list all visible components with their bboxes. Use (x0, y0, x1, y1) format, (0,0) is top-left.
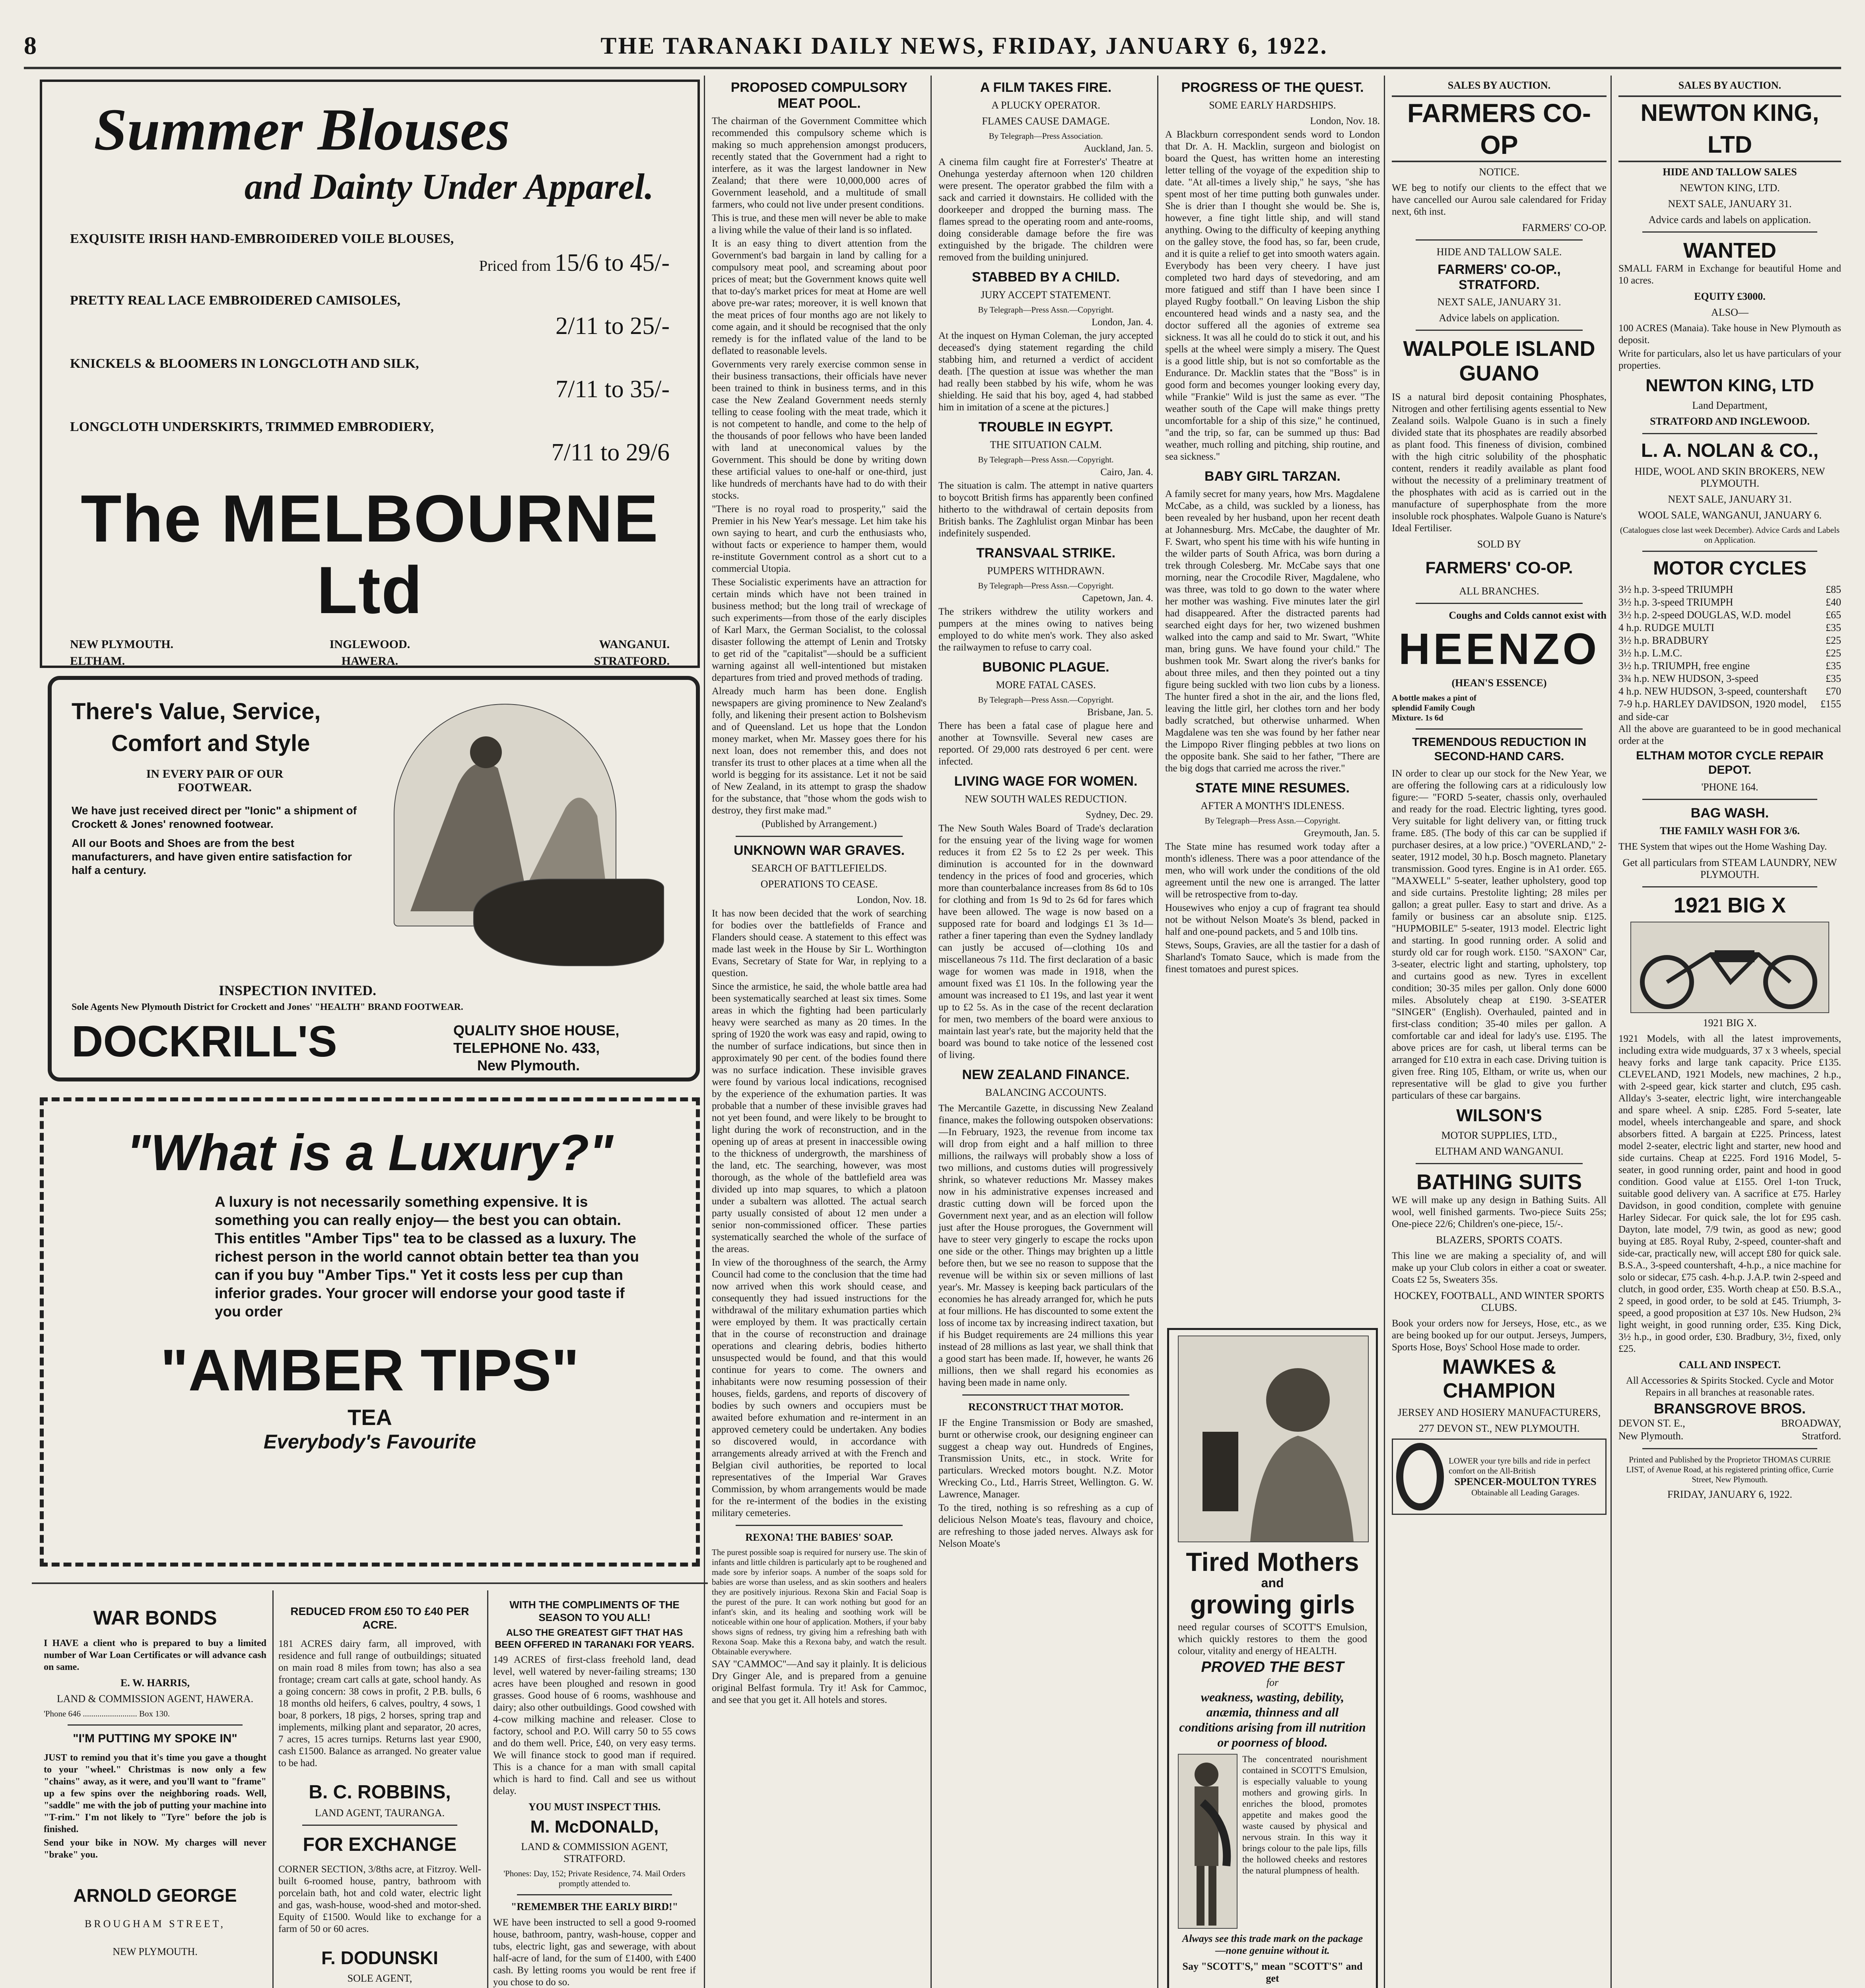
motorcycle-name: 3½ h.p. L.M.C. (1618, 647, 1682, 659)
call-inspect: CALL AND INSPECT. (1679, 1359, 1781, 1371)
tarzan-title: BABY GIRL TARZAN. (1204, 469, 1340, 484)
scott-proved: PROVED THE BEST (1201, 1659, 1344, 1675)
newton-name2: NEWTON KING, LTD. (1680, 182, 1780, 194)
farmers-hide: HIDE AND TALLOW SALE. (1436, 246, 1562, 258)
tyre-brand: SPENCER-MOULTON TYRES (1454, 1475, 1597, 1487)
mcdonald-gift: ALSO THE GREATEST GIFT THAT HAS BEEN OFFERED IN TARANAKI FOR YEARS. (495, 1627, 694, 1650)
finance-body: The Mercantile Gazette, in discussing New Zealand finance, makes the following outspoken observations:—In February, 1923, the revenue from income tax will drop from eight and a half million to three millions, the railways will probably show a loss of two millions, and customs duties will progressively shrink, so whatever reductions Mr. Massey makes now in his administrative expenses increased and drastic cutting down will be forced upon the Government next year, and as an election will follow just after the House prorogues, the Government will have to steer very gingerly to escape the rocks upon one side or the other. Things may brighten up a little before then, but we see no reason to suppose that the revenue will be within six or seven millions of last year's. Mr. Massey is keeping back particulars of the economies he has already arranged for, which he puts at four millions. He has discounted to some extent the loss of income tax by increasing indirect taxation, but if his Budget requirements are 24 millions this year instead of 28 millions as last year, we shall think that a good start has been made. If, however, he wants 26 millions, then we shall regard his economies as having been made in name only. (938, 1103, 1153, 1388)
blouses-item3: KNICKELS & BLOOMERS IN LONGCLOTH AND SILK, (70, 356, 419, 371)
motorcycle-row (1618, 660, 1841, 672)
mcdonald-remember: "REMEMBER THE EARLY BIRD!" (511, 1901, 678, 1912)
cycles-above: All the above are guaranteed to be in good mechanical order at the (1618, 724, 1841, 746)
divider (1384, 76, 1385, 1988)
blazers-title: BLAZERS, SPORTS COATS. (1436, 1234, 1562, 1246)
egypt-date: Cairo, Jan. 4. (1100, 467, 1153, 478)
scott-headline1: Tired Mothers (1186, 1547, 1359, 1576)
motorcycle-price: £70 (1826, 685, 1841, 697)
farmers-notice: NOTICE. (1479, 166, 1519, 178)
dodunski-name: F. DODUNSKI (321, 1947, 438, 1968)
stab-by: By Telegraph—Press Assn.—Copyright. (978, 305, 1114, 315)
blouses-price3: 7/11 to 35/- (555, 376, 670, 403)
dockrill-title2: Comfort and Style (111, 730, 310, 756)
arnold-george: ARNOLD GEORGE (73, 1885, 237, 1906)
farmers-sign: FARMERS' CO-OP. (1522, 222, 1607, 233)
guano-sold: SOLD BY (1477, 538, 1521, 550)
finance-sub: BALANCING ACCOUNTS. (985, 1087, 1107, 1098)
blouses-title: Summer Blouses (94, 97, 510, 163)
motor-title: RECONSTRUCT THAT MOTOR. (968, 1401, 1123, 1413)
stab-body: At the inquest on Hyman Coleman, the jury accepted deceased's dying statement regarding the child stabbing him, and returned a verdict of accident death. [The question at issue was whether the man had really been stabbed by his wife, whom he was shielding. He said that his boy, aged 4, had stabbed him in imitation of a scene at the pictures.] (938, 330, 1153, 413)
town: STRATFORD. (594, 654, 670, 668)
stews-body: Stews, Soups, Gravies, are all the tastier for a dash of Sharland's Tomato Sauce, which is made from the finest tomatoes and purest spices. (1165, 940, 1380, 975)
meat-pool-body (712, 115, 927, 817)
motorcycles-title: MOTOR CYCLES (1653, 558, 1807, 579)
warbonds-body: I HAVE a client who is prepared to buy a limited number of War Loan Certificates or will advance cash on same. (44, 1638, 266, 1672)
meat-pool-column (712, 80, 927, 1988)
mine-body: The State mine has resumed work today after a month's idleness. There was a poor attendance of the men, who will work under the conditions of the old agreement until the new one is arranged. The latter will be retrospective from to-day. (1165, 841, 1380, 900)
farmers-advice: Advice labels on application. (1439, 312, 1560, 324)
motorcycle-row (1618, 609, 1841, 621)
nolan-name: L. A. NOLAN & CO., (1641, 440, 1819, 461)
town: INGLEWOOD. (329, 638, 410, 651)
farmers-body: WE beg to notify our clients to the effect that we have cancelled our Aurou sale calendared for Friday next, 6th inst. (1392, 182, 1607, 217)
fisherman-trademark-icon (1178, 1754, 1238, 1929)
shoe-illustration (473, 879, 664, 966)
bransgrove-broadway: BROADWAY, (1781, 1417, 1841, 1429)
amber-brand: "AMBER TIPS" (160, 1338, 579, 1403)
wage-title: LIVING WAGE FOR WOMEN. (954, 774, 1138, 789)
egypt-sub: THE SITUATION CALM. (990, 439, 1102, 450)
paragraph: Governments very rarely exercise common sense in their business transactions, their officials have never been trained to think in business terms, and in this case the New Zealand Government needs sternly telling to cease fooling with the meat trade, which it is not competent to handle, and come to the help of the thousands of poor fellows who have been landed with land at uneconomical values by the Government. This should be done by writing down these artificial values to one-half or one-third, just like hundreds of merchants have had to do with their stocks. (712, 359, 927, 501)
bigx-caption: 1921 BIG X. (1703, 1017, 1757, 1029)
scott-body2: The concentrated nourishment contained in SCOTT'S Emulsion, is especially valuable to young mothers and growing girls. In enriches the blood, promotes appetite and makes good the waste caused by physical and nervous strain. In this way it brings colour to the pale lips, fills the hollowed cheeks and restores the natural plumpness of health. (1242, 1754, 1367, 1875)
guano-body: IS a natural bird deposit containing Phosphates, Nitrogen and other fertilising agents essential to New Zealand soils. Walpole Guano is in such a finely divided state that its phosphates are readily absorbed as plant food. This fineness of division, combined with the high citric solubility of the phosphatic content, renders it readily available as plant food without the necessity of a preliminary treatment of the phosphates with acid as is carried out in the manufacture of superphosphate from the more insoluble rock phosphates. Walpole Guano is Nature's Ideal Fertiliser. (1392, 392, 1607, 534)
tyre-obtainable: Obtainable all Leading Garages. (1471, 1487, 1579, 1497)
amber-headline: "What is a Luxury?" (126, 1124, 613, 1181)
plague-date: Brisbane, Jan. 5. (1087, 707, 1153, 718)
mcdonald-body: 149 ACRES of first-class freehold land, dead level, well watered by never-failing streams; 130 acres have been ploughed and resown in good grasses. Good house of 6 rooms, washhouse and dairy; also other outbuildings. Good cowshed with 4-cow milking machine and releaser. Close to factory, school and P.O. Will carry 50 to 55 cows and do them well. Price, £40, on very easy terms. We will finance stock to good man if required. This is a chance for a man with small capital which is hard to find. Call and see us without delay. (493, 1654, 696, 1796)
wilson-name: WILSON'S (1456, 1106, 1542, 1125)
mine-sub: AFTER A MONTH'S IDLENESS. (1201, 800, 1344, 812)
wanted-title: WANTED (1683, 239, 1776, 262)
tyre-icon (1396, 1443, 1444, 1510)
stab-date: London, Jan. 4. (1092, 317, 1153, 328)
eltham-repair: ELTHAM MOTOR CYCLE REPAIR DEPOT. (1636, 749, 1824, 777)
scott-and: and (1261, 1576, 1284, 1590)
newton-dept: Land Department, (1692, 400, 1768, 411)
paragraph: Since the armistice, he said, the whole battle area had been systematically searched at least six times. Some areas in which the fighting had been particularly heavy were searched as many as 20 times. In the spring of 1920 the work was easy and rapid, owing to the number of surface indications, but since then in approximately 90 per cent. of the bodies found there was no surface indication. These invisible graves were found by various local indications, recognised by the experience of the exhumation parties. It was probable that a number of these invisible graves had not yet been found, and were likely to be brought to light during the work of reconstruction, and in the opening up of areas at present in inaccessible owing to the thickness of undergrowth, the marshiness of the land, etc. The searching, however, was most thorough, as the whole of the battlefield area was divided up into map squares, to which a platoon under a subaltern was allotted. The actual search party usually consisted of about 12 men under a senior non-commissioned officer. These parties systematically searched the whole of the surface of the areas. (712, 981, 927, 1254)
farmers-logo: FARMERS CO-OP (1392, 95, 1607, 162)
plague-title: BUBONIC PLAGUE. (982, 660, 1109, 675)
dockrill-body2: All our Boots and Shoes are from the best manufacturers, and have given entire satisfaction for half a century. (72, 837, 352, 876)
town: ELTHAM. (70, 654, 125, 668)
motorcycle-price-list (1618, 583, 1841, 723)
film-title: A FILM TAKES FIRE. (980, 80, 1112, 95)
quest-date: London, Nov. 18. (1310, 116, 1380, 126)
divider (1611, 76, 1612, 1988)
motorcycle-row (1618, 634, 1841, 647)
finance-title: NEW ZEALAND FINANCE. (962, 1067, 1130, 1082)
quest-body: A Blackburn correspondent sends word to London that Dr. A. H. Macklin, surgeon and biologist on board the Quest, has written home an interesting letter telling of the voyage of the expedition ship to date. "At all-times a lively ship," he says, "she has spent most of her time putting both gunwales under. She is drier than I thought she would be. She is, however, a fine tight little ship, and will stand anything. Owing to the difficulty of keeping anything on the galley stove, the food has, so far, been crude, and it is quite a relief to get into smooth waters again. Everybody has been very cheery. I have just completed two hard days of stevedoring, and am more fatigued and stiff than I have been since I played Rugby football." On leaving Lisbon the ship encountered head winds and a nasty sea, and the doctor suffered all the agonies of extreme sea sickness. It was all he could do to stick it out, and his spells at the wheel were simply a misery. The Quest is a good little ship, but is not so comfortable as the Endurance. Dr. Macklin states that the "Boss" is in good form and becomes younger looking every day, while "Frankie" Wild is just the same as ever. "The weather south of the Cape will make things pretty uncomfortable for a ship of this size," he continued, "and the trip, so far, can be summed up thus: Bad weather, much rolling and pitching, ship routine, and sea sickness." (1165, 129, 1380, 462)
motorcycle-price: £35 (1826, 673, 1841, 684)
motorcycle-icon (1630, 922, 1829, 1013)
divider (931, 76, 932, 1988)
quest-sub: SOME EARLY HARDSHIPS. (1209, 99, 1336, 111)
scott-for: for (1266, 1677, 1279, 1688)
melbourne-logo: The MELBOURNE Ltd (81, 481, 659, 627)
imprint-date: FRIDAY, JANUARY 6, 1922. (1667, 1489, 1792, 1500)
divider (32, 1582, 708, 1584)
robbins-title: REDUCED FROM £50 TO £40 PER ACRE. (290, 1605, 469, 1631)
motorcycle-row (1618, 672, 1841, 685)
mcdonald-phones: 'Phones: Day, 152; Private Residence, 74. Mail Orders promptly attended to. (503, 1869, 686, 1888)
warbonds-agent: E. W. HARRIS, (120, 1677, 190, 1689)
bagwash-get: Get all particulars from STEAM LAUNDRY, NEW PLYMOUTH. (1622, 857, 1837, 880)
town: WANGANUI. (599, 638, 670, 651)
arnold-street: BROUGHAM STREET, (84, 1918, 226, 1930)
mother-illustration (1178, 1336, 1369, 1542)
wilson-sub: MOTOR SUPPLIES, LTD., (1441, 1130, 1557, 1141)
spoke-title: "I'M PUTTING MY SPOKE IN" (73, 1732, 237, 1745)
graves-sub2: OPERATIONS TO CEASE. (760, 878, 878, 890)
newton-next: NEXT SALE, JANUARY 31. (1668, 198, 1792, 210)
dockrill-invite: INSPECTION INVITED. (219, 982, 377, 998)
rexona-body: The purest possible soap is required for nursery use. The skin of infants and little children is particularly apt to be roughened and made sore by inferior soaps. A number of the soaps sold for babies are worse than useless, and as skin soothers and healers they are positively injurious. Rexona Skin and Facial Soap is the purest of the pure. It can work nothing but good for an infant's skin, and its healing and soothing work will be noticeable within one hour of application. Mothers, if your baby shows signs of redness, try giving him a refreshing bath with Rexona Soap. Make this a Rexona baby, and watch the result. Obtainable everywhere. (712, 1547, 927, 1656)
motorcycle-name: 3½ h.p. 3-speed TRIUMPH (1618, 596, 1733, 608)
stab-sub: JURY ACCEPT STATEMENT. (981, 289, 1111, 301)
mawkes-name: MAWKES & CHAMPION (1442, 1355, 1556, 1402)
graves-sub1: SEARCH OF BATTLEFIELDS. (751, 862, 887, 874)
bagwash-title: BAG WASH. (1690, 806, 1769, 821)
divider (272, 1590, 274, 1988)
amber-tips-advert (40, 1097, 700, 1567)
blouses-price4: 7/11 to 29/6 (551, 439, 670, 466)
mcdonald-role: LAND & COMMISSION AGENT, STRATFORD. (521, 1841, 668, 1864)
scott-say: Say "SCOTT'S," mean "SCOTT'S" and get (1182, 1961, 1363, 1984)
bransgrove-strat: Stratford. (1802, 1430, 1841, 1442)
mawkes-addr: 277 DEVON ST., NEW PLYMOUTH. (1418, 1423, 1580, 1434)
eltham-phone: 'PHONE 164. (1701, 781, 1758, 793)
farmers-column (1392, 80, 1607, 1988)
scotts-emulsion-advert (1167, 1328, 1378, 1988)
mcdonald-inspect: YOU MUST INSPECT THIS. (528, 1801, 661, 1813)
motorcycle-price: £25 (1826, 635, 1841, 646)
motorcycle-name: 3½ h.p. 3-speed TRIUMPH (1618, 584, 1733, 595)
mine-by: By Telegraph—Press Assn.—Copyright. (1204, 816, 1340, 825)
paragraph: In view of the thoroughness of the search, the Army Council had come to the conclusion that the time had now arrived when this work should cease, and consequently they had issued instructions for the withdrawal of the military exhumation parties which were employed by them. It was practically certain that in the course of reconstruction and drainage operations and clearing debris, bodies hitherto unsuspected would be found, and that this would continue for years to come. The owners and inhabitants were now resuming possession of their houses, fields, gardens, and reports of discovery of bodies by such owners and occupiers must be awaited before exhumation and re-interment in an approved cemetery could be undertaken. Any bodies so discovered would, in accordance with arrangements already arrived at with the French and Belgian civil authorities, be reported to local representatives of the Imperial War Graves Commission, by whom arrangements would be made for the re-interment of the bodies in the existing military cemeteries. (712, 1257, 927, 1518)
divider (487, 1590, 488, 1988)
imprint: Printed and Published by the Proprietor THOMAS CURRIE LIST, of Avenue Road, at his registered printing office, Currie Street, New Plymouth. (1626, 1455, 1834, 1484)
mcdonald-name: M. McDONALD, (530, 1817, 659, 1837)
wilson-town: ELTHAM AND WANGANUI. (1435, 1145, 1564, 1157)
film-column (938, 80, 1153, 1988)
mine-date: Greymouth, Jan. 5. (1304, 828, 1380, 839)
cars-body: IN order to clear up our stock for the New Year, we are offering the following cars at a ridiculously low figure:— "FORD 5-seater, chassis only, overhauled and ready for the road. Electric lighting, tyres good. Very suitable for light delivery van, or fitting truck frame. £85. (The body of this car can be supplied if purchaser desires, at a low price.) "OVERLAND," 2-seater, 1912 model, 30 h.p. Bosch magneto. Planetary transmission. Good tyres. Engine is in A1 order. £65. "MAXWELL" 5-seater, leather upholstery, good top and side curtains. Prestolite lighting; 28 miles per gallon; a great puller. Easy to start and drive. As a family or business car an absolute snip. £125. "HUPMOBILE" 5-seater, 1913 model. Electric light and starting. In good running order. A solid and sturdy old car for rough work. £150. "SAXON" Car, 3-seater, electric light and starting, upholstery, top and curtains good as new. Tyres in excellent condition; 30-35 miles per gallon. Only done 6000 miles. Absolutely cheap at £190. 3-SEATER "SINGER" (English). Overhauled, painted and in first-class condition; 35-40 miles per gallon. A comfortable car and ideal for lady's use. £195. The above prices are for cash, ut liberal terms can be arranged for £10 extra in each case. Driving tuition is given free. Ring 105, Eltham, or write us, when our representative will be glad to give you further particulars of these car bargains. (1392, 768, 1607, 1101)
farmers-heading: SALES BY AUCTION. (1447, 80, 1551, 91)
mcdonald-column (493, 1598, 696, 1988)
strike-title: TRANSVAAL STRIKE. (976, 546, 1116, 561)
nolan-next: NEXT SALE, JANUARY 31. (1668, 493, 1792, 505)
motorcycle-name: 3½ h.p. 2-speed DOUGLAS, W.D. model (1618, 609, 1791, 621)
meat-pool-title: PROPOSED COMPULSORY MEAT POOL. (730, 80, 908, 111)
farmers-next: NEXT SALE, JANUARY 31. (1437, 296, 1561, 308)
warbonds-column (44, 1598, 266, 1988)
bransgrove-name: BRANSGROVE BROS. (1653, 1400, 1806, 1417)
egypt-body: The situation is calm. The attempt in native quarters to boycott British firms has apparently been confined hitherto to the withdrawal of certain deposits from British banks. The Zaghlulist organ Minbar has been indefinitely suspended. (938, 480, 1153, 539)
dockrill-addr3: New Plymouth. (477, 1057, 580, 1074)
robbins-body: 181 ACRES dairy farm, all improved, with residence and full range of outbuildings; situated on main road 8 miles from town; has also a sea frontage; cream cart calls at gate, school handy. As a going concern: 38 cows in profit, 2 P.B. bulls, 6 18 months old heifers, 6 calves, poultry, 4 sows, 1 boar, 8 porkers, 18 pigs, 2 horses, spring trap and implements, milking plant and separator, 20 acres, 7 acres, 15 acres turnips. Returns last year £900, cash £1500. Balance as arranged. No greater value to be had. (278, 1639, 481, 1769)
motorcycle-row (1618, 685, 1841, 698)
motorcycle-name: 3½ h.p. BRADBURY (1618, 635, 1709, 646)
dockrill-addr2: TELEPHONE No. 433, (453, 1040, 600, 1056)
motorcycle-price: £35 (1826, 622, 1841, 633)
dockrill-line2: FOOTWEAR. (178, 781, 252, 794)
divider (704, 76, 705, 1988)
bransgrove-np: New Plymouth. (1618, 1430, 1684, 1442)
walpole-title2: GUANO (1459, 361, 1539, 385)
spoke-send: Send your bike in NOW. My charges will never "brake" you. (44, 1838, 266, 1860)
wanted-also-body: 100 ACRES (Manaia). Take house in New Plymouth as deposit. (1618, 323, 1841, 346)
paragraph: This is true, and these men will never be able to make a living while the value of their land is so inflated. (712, 213, 927, 235)
dockrill-addr1: QUALITY SHOE HOUSE, (453, 1022, 620, 1039)
strike-date: Capetown, Jan. 4. (1082, 593, 1153, 604)
mcdonald-body2: WE have been instructed to sell a good 9-roomed house, bathroom, pantry, wash-house, copper and tubs, electric light, gas and sewerage, with about half-acre of land, for the sum of £1400, with £400 cash. By letting rooms you would be rent free if you chose to do so. (493, 1917, 696, 1988)
blouses-subtitle: and Dainty Under Apparel. (244, 166, 654, 207)
melbourne-advert (40, 80, 700, 668)
heenzo-top: Coughs and Colds cannot exist with (1449, 610, 1607, 621)
film-body: A cinema film caught fire at Forrester's' Theatre at Onehunga yesterday afternoon when 120 children were present. The operator grabbed the film with a sack and carried it downstairs. He collided with the doorkeeper and dropped the burning mass. The flames spread to the operating room and ante-rooms, doing considerable damage before the fire was extinguished by the brigade. The children were removed from the building uninjured. (938, 157, 1153, 263)
scott-always: Always see this trade mark on the package—none genuine without it. (1182, 1933, 1363, 1956)
newton-column (1618, 80, 1841, 1988)
robbins-role: LAND AGENT, TAURANGA. (315, 1807, 445, 1819)
motorcycle-price: £25 (1826, 647, 1841, 659)
masthead (24, 28, 1841, 64)
graves-body (712, 908, 927, 1519)
bigx-models: 1921 Models, with all the latest improvements, including extra wide mudguards, 37 x 3 wheels, special heavy forks and large tank capacity. Price £135. CLEVELAND, 1921 Models, new machines, 2 h.p., with 2-speed gear, kick starter and clutch, £95 cash. Allday's 3-seater, electric light, wire interchangeable and spare wheel. A snip. £285. Ford 5-seater, late model, wheels interchangeable and spare, and shock absorbers fitted. A bargain at £225. Princess, latest model 2-seater, electric light and starter, new hood and side curtains. Cheap at £225. Ford 1916 Model, 5-seater, in good running order, paint and hood in good condition. Good value at £155. Orel 1-ton Truck, suitable good delivery van. A sacrifice at £75. Harley Davidson, in good condition, complete with genuine Harley Sidecar. For quick sale, the lot for £95 cash. Dayton, late model, 7/9 twin, as good as new; good buying at £85. Royal Ruby, 2-speed, counter-shaft and side-car, practically new, will accept £80 for quick sale. B.S.A., 3-speed countershaft, 4-h.p., a nice machine for solo or sidecar, £75 cash. 4-h.p. J.A.P. twin 2-speed and clutch, in good order, £35. Worth cheap at £50. B.S.A., 2 speed, in good order, to be sold at £45. Triumph, 3-speed, a good proposition at £37 10s. New Hudson, 2¾ light weight, in good running order, £35. King Dick, 3½ h.p., in good order, £30. Bradbury, 3½, fixed, only £25. (1618, 1033, 1841, 1354)
paragraph: "There is no royal road to prosperity," said the Premier in his New Year's message. Let him take his own saying to heart, and curb the enthusiasts who, without facts or experience to hamper them, would re-institute Government control as a short cut to a commercial Utopia. (712, 504, 927, 574)
blouses-item2: PRETTY REAL LACE EMBROIDERED CAMISOLES, (70, 293, 400, 308)
bigx-title: 1921 BIG X (1673, 893, 1786, 917)
heenzo-logo: HEENZO (1398, 625, 1600, 674)
walpole-title1: WALPOLE ISLAND (1403, 337, 1595, 361)
plague-body: There has been a fatal case of plague here and another at Townsville. Several new cases are reported. Of 29,000 rats destroyed 6 per cent. were infected. (938, 720, 1153, 767)
house-body: Housewives who enjoy a cup of fragrant tea should not be without Nelson Moate's 3s blend, packed in half and one-pound packets, and 5 and 10lb tins. (1165, 903, 1380, 937)
plague-sub: MORE FATAL CASES. (996, 679, 1096, 691)
egypt-by: By Telegraph—Press Assn.—Copyright. (978, 455, 1114, 464)
heenzo-sub: (HEAN'S ESSENCE) (1451, 677, 1547, 689)
motorcycle-name: 4 h.p. RUDGE MULTI (1618, 622, 1714, 633)
tarzan-body: A family secret for many years, how Mrs. Magdalene McCabe, as a child, was suckled by a lioness, has been revealed by her husband, upon her recent death at Johannesburg. Mrs. McCabe, the daughter of Mr. F. Swart, who spent his time with his wife hunting in the wilder parts of South Africa, was born during a trek through Colesberg. Mr. McCabe says that one morning, near the Crocodile River, Magdalene, who was three, was told to go down to the water where her mother was washing. Five minutes later the girl had disappeared. After the distracted parents had searched eight days for her, two wizened bushmen walked into the camp and said to Mr. Swart, "White man, bring guns. We have found your child." The bushmen took Mr. Swart along the river's banks for about three miles, and then they pointed out a tiny figure being suckled with two lion cubs by a lioness. The hunter fired a shot in the air, and the lions fled, leaving the little girl, her clothes torn and her body badly scratched, but otherwise unharmed. When Magdalene was ten she was found by her father near the Limpopo River flinging pebbles at two lions on the opposite bank. She said to her father, "There are the big dogs that carried me across the river." (1165, 489, 1380, 774)
motorcycle-price: £35 (1826, 660, 1841, 672)
blouses-item1: EXQUISITE IRISH HAND-EMBROIDERED VOILE BLOUSES, (70, 231, 454, 246)
blouses-price-label: Priced from (479, 258, 551, 274)
motor-body: IF the Engine Transmission or Body are smashed, burnt or otherwise crook, our designing engineer can suggest a cheap way out. Hundreds of Engines, Transmission Units, etc., in stock. Write for particulars. Wrecked motors bought. N.Z. Motor Wrecking Co., Ltd., Harris Street, Wellington. G. W. Lawrence, Manager. (938, 1417, 1153, 1500)
paragraph: The chairman of the Government Committee which recommended this compulsory scheme which is making so much apprehension amongst producers, recently stated that the Government had a right to interfere, as it was the largest landowner in New Zealand; that there were 10,000,000 acres of Government leasehold, and a multitude of small farmers, who could not live under present conditions. (712, 116, 927, 210)
bathing-body: WE will make up any design in Bathing Suits. All wool, well finished garments. Two-piece Suits 25s; One-piece 22/6; Children's one-piece, 15/-. (1392, 1195, 1607, 1229)
nolan-wool: WOOL SALE, WANGANUI, JANUARY 6. (1638, 509, 1822, 521)
wanted-write: Write for particulars, also let us have particulars of your properties. (1618, 348, 1841, 371)
mine-title: STATE MINE RESUMES. (1195, 780, 1350, 796)
mcdonald-compliments: WITH THE COMPLIMENTS OF THE SEASON TO YOU ALL! (509, 1599, 680, 1623)
strike-by: By Telegraph—Press Assn.—Copyright. (978, 581, 1114, 590)
newton-logo: NEWTON KING, LTD (1618, 95, 1841, 162)
stab-title: STABBED BY A CHILD. (971, 270, 1120, 285)
masthead-rule (24, 67, 1841, 69)
newton-name3: NEWTON KING, LTD (1645, 376, 1814, 395)
film-by: By Telegraph—Press Association. (989, 131, 1103, 141)
robbins-column (278, 1598, 481, 1988)
plague-by: By Telegraph—Press Assn.—Copyright. (978, 695, 1114, 705)
accessories: All Accessories & Spirits Stocked. Cycle and Motor Repairs in all branches at reasonable rates. (1626, 1375, 1834, 1398)
tyre-advert (1392, 1439, 1607, 1515)
dockrill-advert (48, 676, 700, 1081)
paragraph: It is an easy thing to divert attention from the Government's bad bargain in land by calling for a compulsory meat pool, and screaming about poor prices of meat; but the Government knows quite well that to-day's market prices for meat at Home are well above pre-war rates; moreover, it is well known that the meat prices of four months ago are not likely to come again, and it should be recognised that the only remedy is for the inflated value of the land to be deflated to reasonable levels. (712, 238, 927, 356)
nolan-catalogues: (Catalogues close last week December). Advice Cards and Labels on Application. (1620, 525, 1840, 545)
reduction-title: TREMENDOUS REDUCTION IN SECOND-HAND CARS. (1412, 736, 1587, 763)
amber-tagline: Everybody's Favourite (263, 1431, 476, 1453)
motorcycle-price: £85 (1826, 584, 1841, 595)
hockey-body: Book your orders now for Jerseys, Hose, etc., as we are being booked up for our output. Jerseys, Jumpers, Sports Hose, Boys' School Hose made to order. (1392, 1318, 1607, 1353)
warbonds-title: WAR BONDS (93, 1607, 217, 1629)
paragraph: These Socialistic experiments have an attraction for certain minds which have not been trained in business method; but the long trail of wreckage of such experiments—from those of the early disciples of Karl Marx, the German Socialist, to the colossal disaster following the attempt of Lenin and Trotsky to get rid of the "capitalist"—should be a sufficient warning against all well-intentioned but mistaken departures from tried and proved methods of trading. (712, 577, 927, 683)
scott-italic: weakness, wasting, debility, anæmia, thinness and all conditions arising from ill nutrition or poorness of blood. (1179, 1690, 1366, 1749)
town: HAWERA. (341, 654, 398, 668)
scott-headline2: growing girls (1190, 1590, 1355, 1619)
motorcycle-row (1618, 596, 1841, 609)
dockrill-line1: IN EVERY PAIR OF OUR (146, 767, 284, 780)
wanted-also: ALSO— (1711, 307, 1748, 318)
town: NEW PLYMOUTH. (70, 638, 174, 651)
film-sub1: A PLUCKY OPERATOR. (991, 99, 1100, 111)
wanted-body: SMALL FARM in Exchange for beautiful Home and 10 acres. (1618, 263, 1841, 286)
graves-title: UNKNOWN WAR GRAVES. (733, 843, 905, 858)
blouses-item4: LONGCLOTH UNDERSKIRTS, TRIMMED EMBRODIERY, (70, 419, 434, 434)
bagwash-sub: THE FAMILY WASH FOR 3/6. (1660, 825, 1800, 837)
newspaper-title: THE TARANAKI DAILY NEWS, FRIDAY, JANUARY 6, 1922. (600, 32, 1328, 59)
graves-date: London, Nov. 18. (857, 895, 927, 905)
tyre-body: LOWER your tyre bills and ride in perfect comfort on the All-British (1449, 1456, 1591, 1475)
warbonds-phone: 'Phone 646 .......................... Box 130. (44, 1709, 170, 1718)
film-sub2: FLAMES CAUSE DAMAGE. (982, 115, 1110, 127)
strike-body: The strikers withdrew the utility workers and pumpers at the mines owing to natives being employed to do white men's work. They also asked the railwaymen to refuse to carry coal. (938, 606, 1153, 653)
motorcycle-name: 4 h.p. NEW HUDSON, 3-speed, countershaft (1618, 685, 1807, 697)
dockrill-body1: We have just received direct per "Ionic" a shipment of Crockett & Jones' renowned footwear. (72, 804, 357, 830)
scott-body1: need regular courses of SCOTT'S Emulsion, which quickly restores to them the good colour, vitality and energy of HEALTH. (1178, 1622, 1367, 1656)
strike-sub: PUMPERS WITHDRAWN. (987, 565, 1105, 577)
film-date: Auckland, Jan. 5. (1084, 143, 1153, 154)
farmers-name2: FARMERS' CO-OP., (1438, 262, 1561, 277)
motorcycle-price: £155 (1820, 698, 1841, 710)
exchange-title: FOR EXCHANGE (303, 1834, 457, 1855)
dockrill-agents: Sole Agents New Plymouth District for Crockett and Jones' "HEALTH" BRAND FOOTWEAR. (72, 1002, 463, 1012)
robbins-name: B. C. ROBBINS, (309, 1782, 451, 1803)
newton-heading: SALES BY AUCTION. (1678, 80, 1781, 91)
motorcycle-row (1618, 583, 1841, 596)
meat-published: (Published by Arrangement.) (762, 819, 877, 829)
newton-towns: STRATFORD AND INGLEWOOD. (1650, 415, 1810, 427)
guano-sold-name: FARMERS' CO-OP. (1425, 558, 1573, 577)
dockrill-title1: There's Value, Service, (72, 699, 321, 724)
nolan-sub: HIDE, WOOL AND SKIN BROKERS, NEW PLYMOUTH. (1634, 466, 1825, 489)
bagwash-body: THE System that wipes out the Home Washing Day. (1618, 841, 1827, 852)
spoke-body: JUST to remind you that it's time you gave a thought to your "wheel." Christmas is now only a few "chains" away, as it were, and you'll want to "frame" up a few spins over the neighboring roads. Well, "saddle" me with the job of putting your machine into "T-rim." I'm not likely to "Tyre" before the job is finished. (44, 1753, 266, 1835)
motorcycle-price: £40 (1826, 596, 1841, 608)
egypt-title: TROUBLE IN EGYPT. (978, 419, 1113, 435)
bathing-title: BATHING SUITS (1416, 1170, 1582, 1194)
wanted-equity: EQUITY £3000. (1694, 291, 1766, 302)
heenzo-small: A bottle makes a pint of splendid Family Cough Mixture. 1s 6d (1392, 693, 1476, 722)
motorcycle-name: 3¾ h.p. NEW HUDSON, 3-speed (1618, 673, 1758, 684)
cammoc-body: SAY "CAMMOC"—And say it plainly. It is delicious Dry Ginger Ale, and is prepared from a genuine original Belfast formula. Try it! Ask for Cammoc, and see that you get it. All hotels and stores. (712, 1659, 927, 1705)
blouses-price2: 2/11 to 25/- (555, 313, 670, 340)
motorcycle-name: 3½ h.p. TRIUMPH, free engine (1618, 660, 1750, 672)
arnold-town: NEW PLYMOUTH. (113, 1946, 198, 1957)
motorcycle-name: 7-9 h.p. HARLEY DAVIDSON, 1920 model, and side-car (1618, 698, 1807, 722)
blouses-price1: 15/6 to 45/- (554, 249, 670, 276)
newton-advice: Advice cards and labels on application. (1648, 214, 1811, 225)
nelson-body: To the tired, nothing is so refreshing as a cup of delicious Nelson Moate's teas, flavoury and choice, are refreshing to those jaded nerves. Always ask for Nelson Moate's (938, 1503, 1153, 1549)
dockrill-logo: DOCKRILL'S (72, 1017, 337, 1066)
motorcycle-row (1618, 698, 1841, 723)
wage-date: Sydney, Dec. 29. (1086, 810, 1153, 820)
quest-column (1165, 80, 1380, 1320)
amber-body: A luxury is not necessarily something expensive. It is something you can really enjoy— the best you can obtain. This entitles "Amber Tips" tea to be classed as a luxury. The richest person in the world cannot obtain better tea than you can if you buy "Amber Tips." Yet it costs less per cup than inferior grades. Your grocer will endorse your good taste if you order (215, 1194, 639, 1320)
wage-body: The New South Wales Board of Trade's declaration for the ensuing year of the living wage for women reduces it from £2 5s to £2 2s per week. This diminution is accounted for in the downward tendency in the prices of food and groceries, which more than counterbalance increases from 8s 6d to 10s for clothing and from 1s 9d to 2s 6d for fares which have been allowed. The wage is now based on a supposed rate for board and lodgings £1 3s 1d—rather a finer tapering than even the Sydney landlady can justly be accused of—clothing 10s and miscellaneous 7s 11d. The first declaration of a basic wage for women was made in 1918, when the amount fixed was £1 10s. In the following year the amount was increased to £1 19s, and last year it went up to £2 5s. As in the case of the recent declaration for men, two members of the board were anxious to maintain last year's rate, but the majority held that the board was bound to take notice of the lessened cost of living. (938, 823, 1153, 1060)
motorcycle-row (1618, 647, 1841, 660)
quest-title: PROGRESS OF THE QUEST. (1181, 80, 1364, 95)
divider (1157, 76, 1158, 1988)
rexona-title: REXONA! THE BABIES' SOAP. (745, 1532, 893, 1543)
page-number: 8 (24, 31, 37, 60)
dodunski-role: SOLE AGENT, (347, 1972, 412, 1984)
newton-hide: HIDE AND TALLOW SALES (1663, 166, 1797, 178)
paragraph: Already much harm has been done. English newspapers are giving prominence to New Zealand's folly, and likening their present action to Bolshevism and of Queensland. Let us hope that the London money market, when Mr. Massey goes there for his next loan, does not remember this, and does not transfer its trust to other places at a time when all the world is begging for its assistance. Let it not be said of New Zealand, in its attempt to grasp the shadow for the substance, that "those whom the gods wish to destroy, they first make mad." (712, 686, 927, 816)
exchange-body: CORNER SECTION, 3/8ths acre, at Fitzroy. Well-built 6-roomed house, pantry, bathroom with porcelain bath, hot and cold water, electric light and gas, wash-house, wood-shed and motor-shed. Equity of £1500. Would like to exchange for a farm of 50 or 60 acres. (278, 1864, 481, 1934)
farmers-town: STRATFORD. (1459, 278, 1540, 292)
amber-tea: TEA (348, 1405, 392, 1430)
warbonds-role: LAND & COMMISSION AGENT, HAWERA. (56, 1693, 254, 1705)
mawkes-sub: JERSEY AND HOSIERY MANUFACTURERS, (1397, 1407, 1601, 1418)
guano-branches: ALL BRANCHES. (1459, 585, 1539, 597)
wage-sub: NEW SOUTH WALES REDUCTION. (965, 793, 1127, 805)
blazers-body: This line we are making a speciality of, and will make up your Club colors in either a coat or sweater. Coats £2 5s, Sweaters 35s. (1392, 1250, 1607, 1285)
bransgrove-devon: DEVON ST. E., (1618, 1417, 1685, 1429)
paragraph: It has now been decided that the work of searching for bodies over the battlefields of France and Flanders should cease. A statement to this effect was made last week in the House by Sir L. Worthington Evans, Secretary of State for War, in replying to a question. (712, 908, 927, 978)
motorcycle-row (1618, 621, 1841, 634)
hockey-title: HOCKEY, FOOTBALL, AND WINTER SPORTS CLUBS. (1394, 1290, 1605, 1313)
motorcycle-price: £65 (1826, 609, 1841, 621)
